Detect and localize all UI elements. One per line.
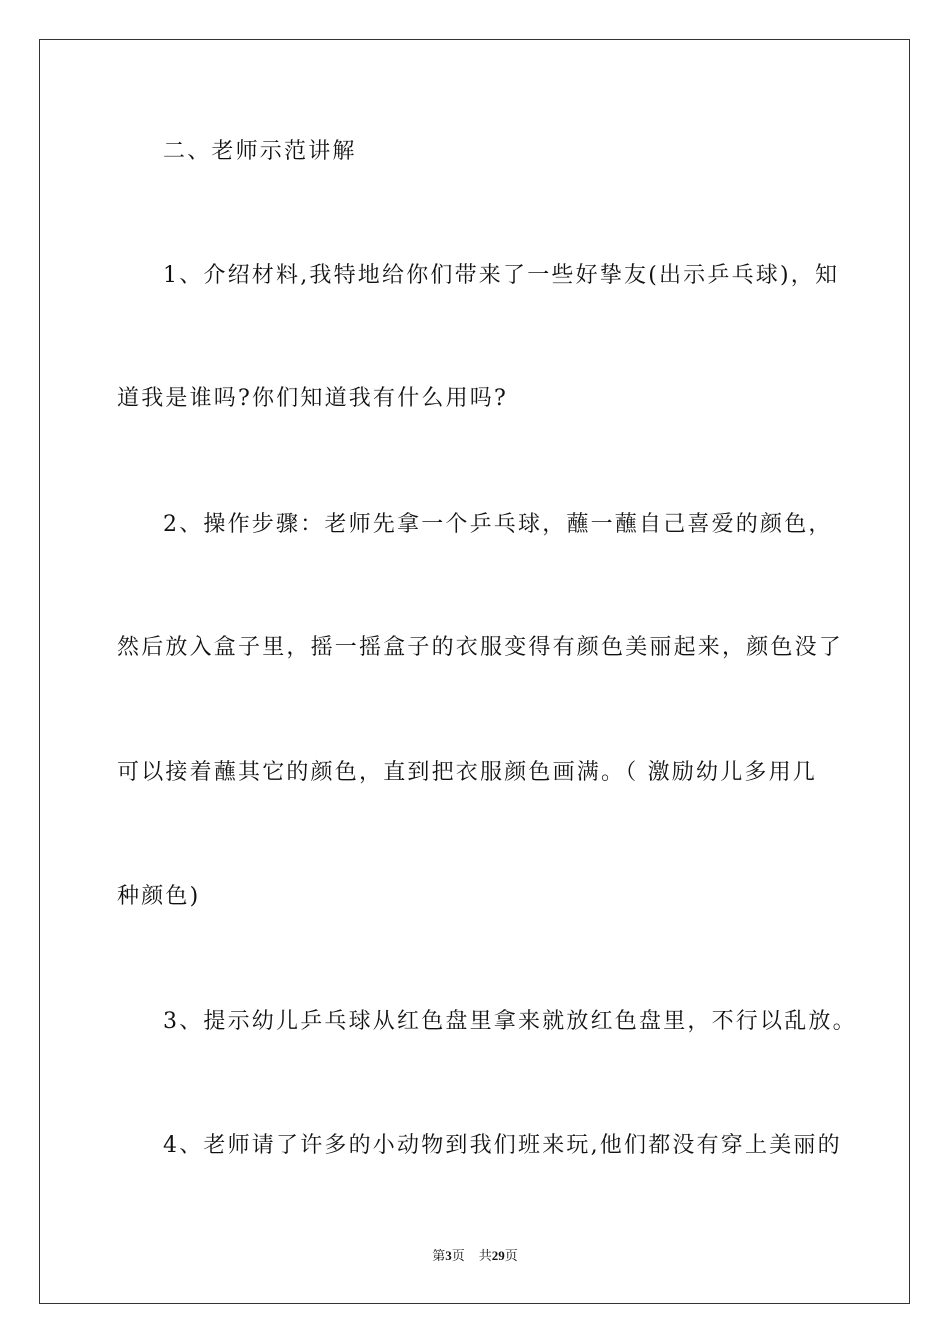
page-border <box>39 39 910 1304</box>
paragraph-line: 可以接着蘸其它的颜色，直到把衣服颜色画满。（ 激励幼儿多用几 <box>117 760 817 785</box>
page-number: 3 <box>445 1248 452 1263</box>
total-prefix: 共 <box>478 1248 492 1263</box>
total-pages: 29 <box>491 1248 505 1263</box>
paragraph-line: 道我是谁吗?你们知道我有什么用吗? <box>117 386 508 411</box>
paragraph-line: 3、提示幼儿乒乓球从红色盘里拿来就放红色盘里，不行以乱放。 <box>163 1009 857 1034</box>
total-suffix: 页 <box>504 1248 518 1263</box>
paragraph-line: 然后放入盒子里，摇一摇盒子的衣服变得有颜色美丽起来，颜色没了 <box>117 635 844 660</box>
section-heading: 二、老师示范讲解 <box>163 139 357 164</box>
page-footer <box>0 1247 950 1265</box>
page-prefix: 第 <box>432 1248 446 1263</box>
paragraph-line: 2、操作步骤：老师先拿一个乒乓球，蘸一蘸自己喜爱的颜色， <box>163 512 833 537</box>
page-suffix: 页 <box>451 1248 465 1263</box>
paragraph-line: 种颜色) <box>117 884 201 909</box>
paragraph-line: 1、介绍材料,我特地给你们带来了一些好挚友(出示乒乓球)，知 <box>163 263 840 288</box>
paragraph-line: 4、老师请了许多的小动物到我们班来玩,他们都没有穿上美丽的 <box>163 1133 842 1158</box>
